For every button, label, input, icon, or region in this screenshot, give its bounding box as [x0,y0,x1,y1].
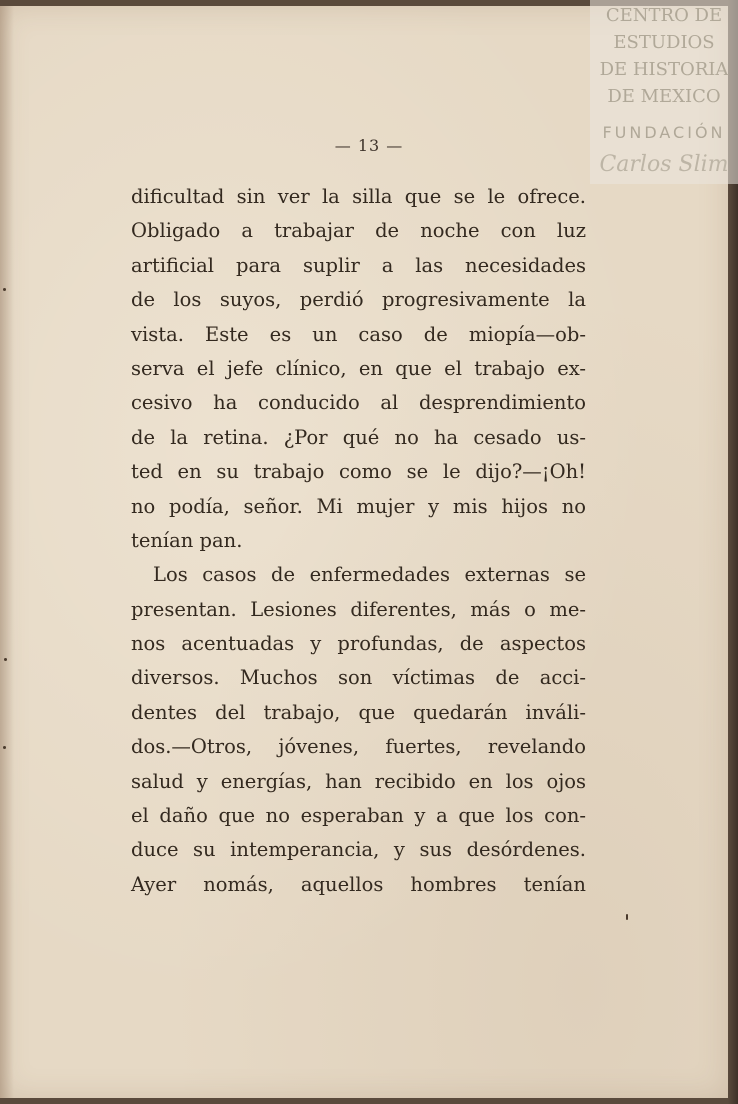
text-line: dos.—Otros, jóvenes, fuertes, revelando [131,735,586,759]
watermark-line: DE MEXICO [607,86,721,107]
page-spine-shadow [0,6,14,1098]
watermark-line: DE HISTORIA [599,59,729,80]
text-line: presentan. Lesiones diferentes, más o me- [131,597,586,621]
speck [4,658,7,661]
text-line: ted en su trabajo como se le dijo?—¡Oh! [131,460,586,484]
watermark-line: ESTUDIOS [613,32,715,53]
watermark-line: CENTRO DE [605,5,723,26]
text-line: diversos. Muchos son víctimas de acci- [131,666,586,690]
text-line: el daño que no esperaban y a que los con- [131,804,586,828]
text-line: tenían pan. [131,528,243,552]
page-number: — 13 — [334,136,404,155]
text-line: vista. Este es un caso de miopía—ob- [131,322,586,346]
body-text [131,180,586,902]
text-line: serva el jefe clínico, en que el trabajo ex- [131,356,586,380]
text-line: dificultad sin ver la silla que se le ofrece. [131,185,586,208]
watermark-signature: Carlos Slim [599,152,729,177]
text-line: Los casos de enfermedades externas se [153,563,586,587]
text-line: salud y energías, han recibido en los ojos [131,769,586,793]
speck [3,746,6,749]
speck [626,914,628,920]
text-line: de los suyos, perdió progresivamente la [131,288,586,312]
archive-watermark [590,0,738,184]
text-line: dentes del trabajo, que quedarán inváli- [131,700,586,724]
watermark-foundation: FUNDACIÓN [602,123,726,142]
text-line: de la retina. ¿Por qué no ha cesado us- [131,425,586,449]
text-line: Obligado a trabajar de noche con luz [131,219,586,243]
speck [3,288,6,291]
text-line: nos acentuadas y profundas, de aspectos [131,632,586,656]
text-line: cesivo ha conducido al desprendimiento [131,391,586,415]
text-line: duce su intemperancia, y sus desórdenes. [131,838,586,862]
text-line: Ayer nomás, aquellos hombres tenían [131,872,586,896]
text-line: no podía, señor. Mi mujer y mis hijos no [131,494,586,518]
text-line: artificial para suplir a las necesidades [131,253,586,277]
